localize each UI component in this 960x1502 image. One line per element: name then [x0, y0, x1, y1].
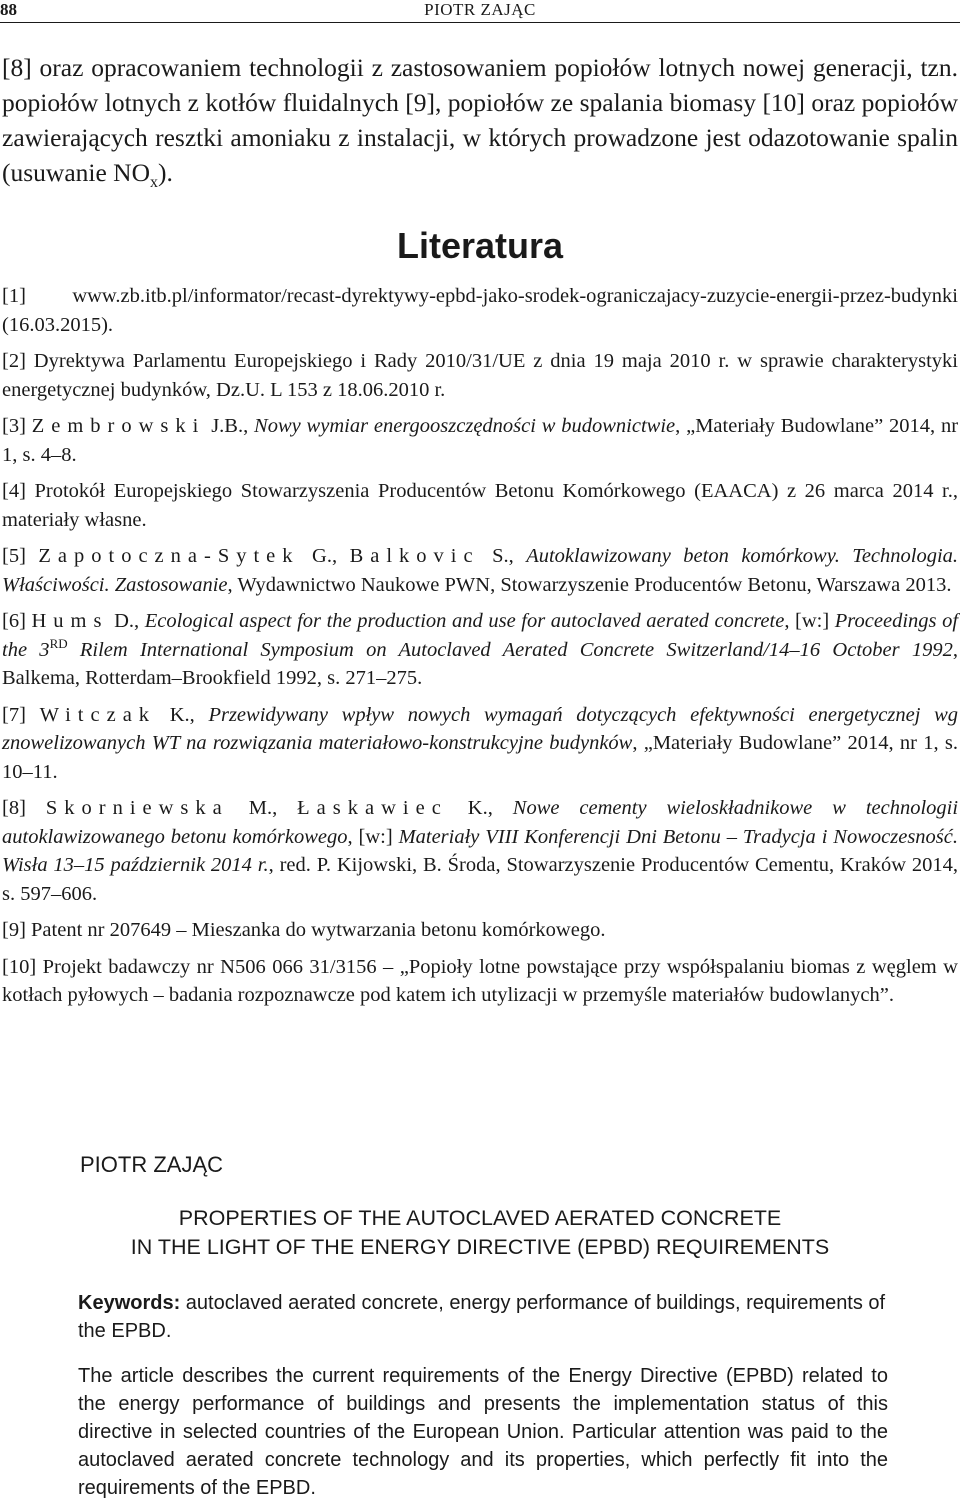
reference-3-author: Zembrowski — [31, 415, 206, 437]
summary-title-line-1: PROPERTIES OF THE AUTOCLAVED AERATED CONCRETE — [178, 1206, 782, 1230]
reference-list — [2, 282, 958, 1018]
reference-6-proceedings-title-tail: Rilem International Symposium on Autoclaved Aerated Concrete Switzerland/14–16 October 1992 — [67, 638, 953, 661]
reference-4-text: [4] Protokół Europejskiego Stowarzyszenia Producentów Betonu Komórkowego (EAACA) z 26 marca 2014 r., materiały własne. — [2, 480, 958, 531]
summary-keywords — [78, 1289, 888, 1345]
running-header — [0, 0, 960, 23]
intro-text: [8] oraz opracowaniem technologii z zastosowaniem popiołów lotnych nowej generacji, tzn. popiołów lotnych z kotłów fluidalnych [9], popiołów ze spalania biomasy [10] oraz popiołów zawierających resztki amoniaku z instalacji, w których prowadzone jest odazotowanie spalin (usuwanie NO — [2, 53, 958, 187]
reference-7-number: [7] — [2, 703, 26, 726]
reference-3-title: Nowy wymiar energooszczędności w budownictwie — [254, 415, 676, 437]
reference-8-number: [8] — [2, 797, 26, 819]
reference-8-author-initials: M., — [248, 797, 278, 819]
running-header-author: PIOTR ZAJĄC — [424, 0, 536, 19]
reference-9-text: [9] Patent nr 207649 – Mieszanka do wytwarzania betonu komórkowego. — [2, 919, 606, 941]
reference-3-rest: , „Materiały Budowlane” 2014, nr 1, s. 4–8. — [2, 415, 959, 466]
reference-6-superscript: RD — [49, 635, 68, 651]
reference-4 — [2, 477, 958, 534]
reference-7 — [2, 701, 958, 787]
reference-8-title: Nowe cementy wieloskładnikowe w technologii autoklawizowanego betonu komórkowego — [2, 797, 959, 848]
reference-8-author-2: Łaskawiec — [297, 797, 448, 819]
reference-6 — [2, 607, 958, 693]
reference-6-rest: , Balkema, Rotterdam–Brookfield 1992, s. 271–275. — [2, 638, 958, 689]
reference-9 — [2, 916, 958, 945]
reference-6-title: Ecological aspect for the production and use for autoclaved aerated concrete — [144, 610, 785, 632]
summary-title-line-2: IN THE LIGHT OF THE ENERGY DIRECTIVE (EPBD) REQUIREMENTS — [130, 1235, 830, 1259]
reference-3 — [2, 412, 958, 469]
reference-6-proceedings-title: Proceedings of the 3 — [2, 610, 959, 661]
reference-7-title: Przewidywany wpływ nowych wymagań dotyczących efektywności energetycznej wg znowelizowanych WT na rozwiązania materiałowo-konstrukcyjne budynków — [2, 703, 959, 754]
reference-7-author-initials: K., — [169, 703, 195, 726]
reference-1-text: [1] www.zb.itb.pl/informator/recast-dyrektywy-epbd-jako-srodek-ograniczajacy-zuzycie-energii-przez-budynki (16.03.2015). — [2, 285, 958, 336]
reference-10 — [2, 953, 958, 1010]
keywords-label: Keywords: — [78, 1292, 181, 1314]
reference-7-rest: , „Materiały Budowlane” 2014, nr 1, s. 10–11. — [2, 732, 958, 783]
reference-10-text: [10] Projekt badawczy nr N506 066 31/3156 – „Popioły lotne powstające przy współspalaniu biomas z węglem w kotłach pyłowych – badania rozpoznawcze pod katem ich utylizacji w przemyśle materiałów budowlanych”. — [2, 955, 958, 1006]
reference-6-author-initials: D., — [114, 610, 140, 632]
reference-8-rest: , red. P. Kijowski, B. Środa, Stowarzyszenie Producentów Cementu, Kraków 2014, s. 597–606. — [2, 854, 958, 905]
reference-6-number: [6] — [2, 610, 26, 632]
reference-2-text: [2] Dyrektywa Parlamentu Europejskiego i Rady 2010/31/UE z dnia 19 maja 2010 r. w sprawie charakterystyki energetycznej budynków, Dz.U. L 153 z 18.06.2010 r. — [2, 350, 958, 401]
literature-heading: Literatura — [396, 225, 564, 266]
reference-5-author-initials: G., — [312, 545, 338, 567]
reference-5-rest: , Wydawnictwo Naukowe PWN, Stowarzyszenie Producentów Betonu, Warszawa 2013. — [227, 573, 952, 596]
reference-5-author-2: Balkovic — [349, 545, 480, 567]
reference-3-author-initials: J.B., — [211, 415, 249, 437]
summary-title — [0, 1204, 960, 1262]
reference-5 — [2, 542, 958, 599]
keywords-text: autoclaved aerated concrete, energy performance of buildings, requirements of the EPBD. — [78, 1292, 886, 1342]
summary-abstract: The article describes the current requirements of the Energy Directive (EPBD) related to the energy performance of buildings and presents the implementation status of this directive in selected countries of the European Union. Particular attention was paid to the autoclaved aerated concrete technology and its properties, which perfectly fit into the requirements of the EPBD. — [78, 1365, 888, 1499]
reference-8 — [2, 794, 958, 908]
page-number: 88 — [0, 0, 17, 19]
reference-5-number: [5] — [2, 545, 26, 567]
reference-5-author-2-initials: S., — [492, 545, 514, 567]
reference-8-mid: , [w:] — [347, 825, 399, 848]
reference-8-author: Skorniewska — [45, 797, 229, 819]
reference-1 — [2, 282, 958, 339]
intro-paragraph — [2, 50, 958, 190]
summary-author: PIOTR ZAJĄC — [80, 1152, 224, 1177]
reference-5-title: Autoklawizowany beton komórkowy. Technologia. Właściwości. Zastosowanie — [2, 545, 959, 596]
reference-8-author-2-initials: K., — [467, 797, 493, 819]
reference-3-number: [3] — [2, 415, 26, 437]
reference-6-mid: , [w:] — [784, 610, 835, 632]
reference-5-author: Zapotoczna-Sytek — [38, 545, 300, 567]
intro-subscript: x — [150, 174, 159, 192]
reference-7-author: Witczak — [39, 703, 157, 726]
reference-8-proceedings-title: Materiały VIII Konferencji Dni Betonu – Tradycja i Nowoczesność. Wisła 13–15 październik 2014 r. — [2, 825, 959, 876]
intro-end: ). — [158, 158, 173, 187]
reference-6-author: Hums — [31, 610, 109, 632]
reference-2 — [2, 347, 958, 404]
